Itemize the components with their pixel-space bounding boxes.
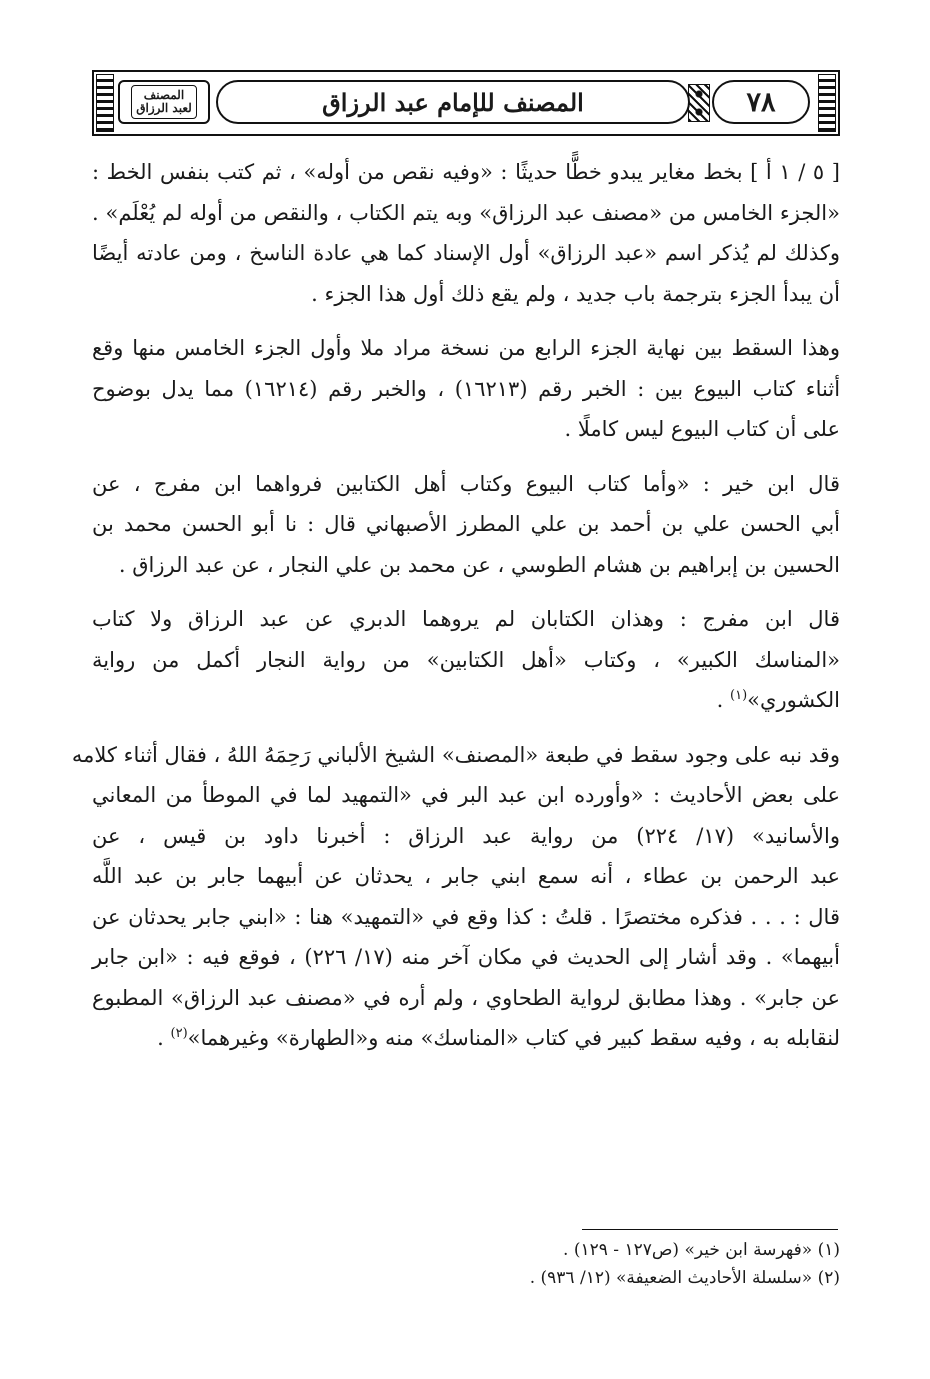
text-line: أبيهما» . وقد أشار إلى الحديث في مكان آخر منه (١٧/ ٢٢٦) ، فوقع فيه : «ابن جابر — [92, 945, 840, 969]
page-number-cartouche — [712, 80, 810, 124]
text-line: الكشوري»$^{(١)}$ . — [716, 688, 840, 712]
ornament-strip-right — [818, 74, 836, 132]
paragraph-3 — [92, 464, 840, 586]
text-line: «الجزء الخامس من «مصنف عبد الرزاق» وبه يتم الكتاب ، والنقص من أوله لم يُعْلَم» . — [92, 200, 840, 225]
footnote-1: (١) «فهرسة ابن خير» (ص١٢٧ - ١٢٩) . — [563, 1240, 840, 1260]
text-line: أثناء كتاب البيوع بين : الخبر رقم (١٦٢١٣) ، والخبر رقم (١٦٢١٤) مما يدل بوضوح — [92, 376, 841, 401]
footnotes — [92, 1236, 840, 1292]
logo-cartouche — [118, 80, 210, 124]
text-line: قال ابن مفرج : وهذان الكتابان لم يروهما الدبري عن عبد الرزاق ولا كتاب — [92, 607, 840, 631]
text-line: أبي الحسن علي بن أحمد بن علي المطرز الأصبهاني قال : نا أبو الحسن محمد بن — [92, 512, 840, 536]
paragraph-1 — [92, 152, 840, 314]
text-line: على أن كتاب البيوع ليس كاملًا . — [564, 417, 840, 441]
text-line: الحسين بن إبراهيم بن هشام الطوسي ، عن محمد بن علي النجار ، عن عبد الرزاق . — [118, 552, 840, 577]
book-logo: المصنف لعبد الرزاق — [131, 85, 197, 119]
text-line: عبد الرحمن بن عطاء ، أنه سمع ابني جابر ، يحدثان عن أبيهما جابر بن عبد اللَّه — [92, 864, 840, 888]
ornament-strip-left — [96, 74, 114, 132]
footnote-ref-2: (٢) — [170, 1026, 188, 1041]
paragraph-2 — [92, 328, 840, 450]
paragraph-5 — [71, 735, 840, 1059]
paragraph-4 — [92, 599, 840, 721]
footnote-divider — [582, 1229, 838, 1230]
text-line: قال ابن خير : «وأما كتاب البيوع وكتاب أهل الكتابين فرواهما ابن مفرج ، عن — [92, 471, 840, 496]
text-line: «المناسك الكبير» ، وكتاب «أهل الكتابين» من رواية النجار أكمل من رواية — [92, 647, 840, 672]
text-line: عن جابر» . وهذا مطابق لرواية الطحاوي ، ولم أره في «مصنف عبد الرزاق» المطبوع — [92, 985, 840, 1010]
running-title: المصنف للإمام عبد الرزاق — [322, 87, 584, 117]
running-header — [92, 70, 840, 136]
text-line: [ ٥ / ١ أ ] بخط مغاير يبدو خطًّا حديثًا : «وفيه نقص من أوله» ، ثم كتب بنفس الخط : — [92, 160, 840, 184]
title-cartouche — [216, 80, 690, 124]
text-line: وقد نبه على وجود سقط في طبعة «المصنف» الشيخ الألباني رَحِمَهُ اللهُ ، فقال أثناء كلامه — [71, 742, 840, 767]
text-line: والأسانيد» (١٧/ ٢٢٤) من رواية عبد الرزاق : أخبرنا داود بن قيس ، عن — [92, 823, 840, 848]
text-line: على بعض الأحاديث : «وأورده ابن عبد البر في «التمهيد لما في الموطأ من المعاني — [92, 783, 840, 807]
text-line: لنقابله به ، وفيه سقط كبير في كتاب «المناسك» منه و«الطهارة» وغيرهما»$^{(٢)}$ . — [157, 1026, 840, 1050]
text-line: قال : . . . فذكره مختصرًا . قلتُ : كذا وقع في «التمهيد» هنا : «ابني جابر يحدثان عن — [92, 904, 840, 929]
page-body — [71, 152, 841, 1059]
ornament-knot — [688, 84, 710, 122]
footnote-ref-1: (١) — [730, 688, 748, 703]
text-line: أن يبدأ الجزء بترجمة باب جديد ، ولم يقع ذلك أول هذا الجزء . — [311, 281, 840, 306]
page-number: ٧٨ — [746, 86, 776, 118]
text-line: وكذلك لم يُذكر اسم «عبد الرزاق» أول الإسناد كما هي عادة الناسخ ، ومن عادته أيضًا — [92, 241, 840, 265]
text-line: وهذا السقط بين نهاية الجزء الرابع من نسخة مراد ملا وأول الجزء الخامس منها وقع — [92, 336, 840, 360]
footnote-2: (٢) «سلسلة الأحاديث الضعيفة» (١٢/ ٩٣٦) . — [529, 1268, 840, 1288]
